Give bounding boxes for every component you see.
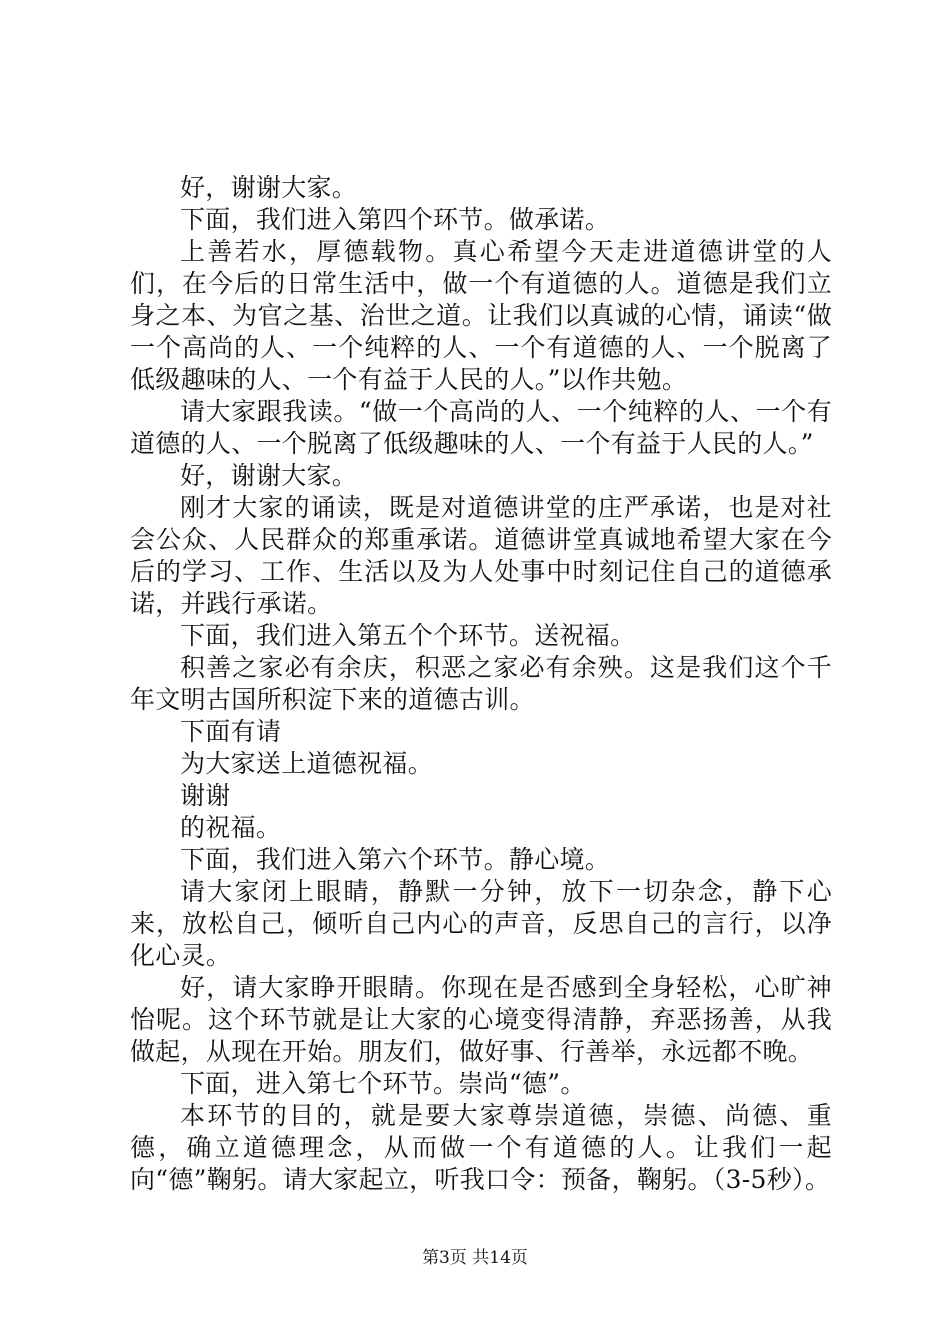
page-footer (0, 1248, 950, 1268)
paragraph: 为大家送上道德祝福。 (180, 749, 434, 778)
paragraph: 好，请大家睁开眼睛。你现在是否感到全身轻松，心旷神怡呢。这个环节就是让大家的心境变得清静，弃恶扬善，从我做起，从现在开始。朋友们，做好事、行善举，永远都不晚。 (130, 973, 832, 1066)
paragraph: 上善若水，厚德载物。真心希望今天走进道德讲堂的人们，在今后的日常生活中，做一个有道德的人。道德是我们立身之本、为官之基、治世之道。让我们以真诚的心情，诵读“做一个高尚的人、一个纯粹的人、一个有道德的人、一个脱离了低级趣味的人、一个有益于人民的人。”以作共勉。 (130, 237, 832, 394)
paragraph: 好，谢谢大家。 (180, 461, 358, 490)
body-text (130, 172, 832, 1196)
paragraph: 请大家跟我读。“做一个高尚的人、一个纯粹的人、一个有道德的人、一个脱离了低级趣味的人、一个有益于人民的人。” (130, 397, 832, 458)
page-number-label: 第3页 共14页 (422, 1248, 528, 1268)
paragraph: 好，谢谢大家。 (180, 173, 358, 202)
paragraph: 下面，我们进入第五个个环节。送祝福。 (180, 621, 636, 650)
paragraph: 积善之家必有余庆，积恶之家必有余殃。这是我们这个千年文明古国所积淀下来的道德古训。 (130, 653, 832, 714)
paragraph: 下面，我们进入第六个环节。静心境。 (180, 845, 611, 874)
paragraph: 请大家闭上眼睛，静默一分钟，放下一切杂念，静下心来，放松自己，倾听自己内心的声音，反思自己的言行，以净化心灵。 (130, 877, 832, 970)
paragraph: 刚才大家的诵读，既是对道德讲堂的庄严承诺，也是对社会公众、人民群众的郑重承诺。道德讲堂真诚地希望大家在今后的学习、工作、生活以及为人处事中时刻记住自己的道德承诺，并践行承诺。 (130, 493, 832, 618)
paragraph: 下面，我们进入第四个环节。做承诺。 (180, 205, 611, 234)
paragraph: 下面有请 (180, 717, 282, 746)
paragraph: 本环节的目的，就是要大家尊崇道德，崇德、尚德、重德，确立道德理念，从而做一个有道德的人。让我们一起向“德”鞠躬。请大家起立，听我口令：预备，鞠躬。（3-5秒）。 (130, 1101, 832, 1194)
paragraph: 的祝福。 (180, 813, 282, 842)
paragraph: 谢谢 (180, 781, 231, 810)
paragraph: 下面，进入第七个环节。崇尚“德”。 (180, 1069, 586, 1098)
